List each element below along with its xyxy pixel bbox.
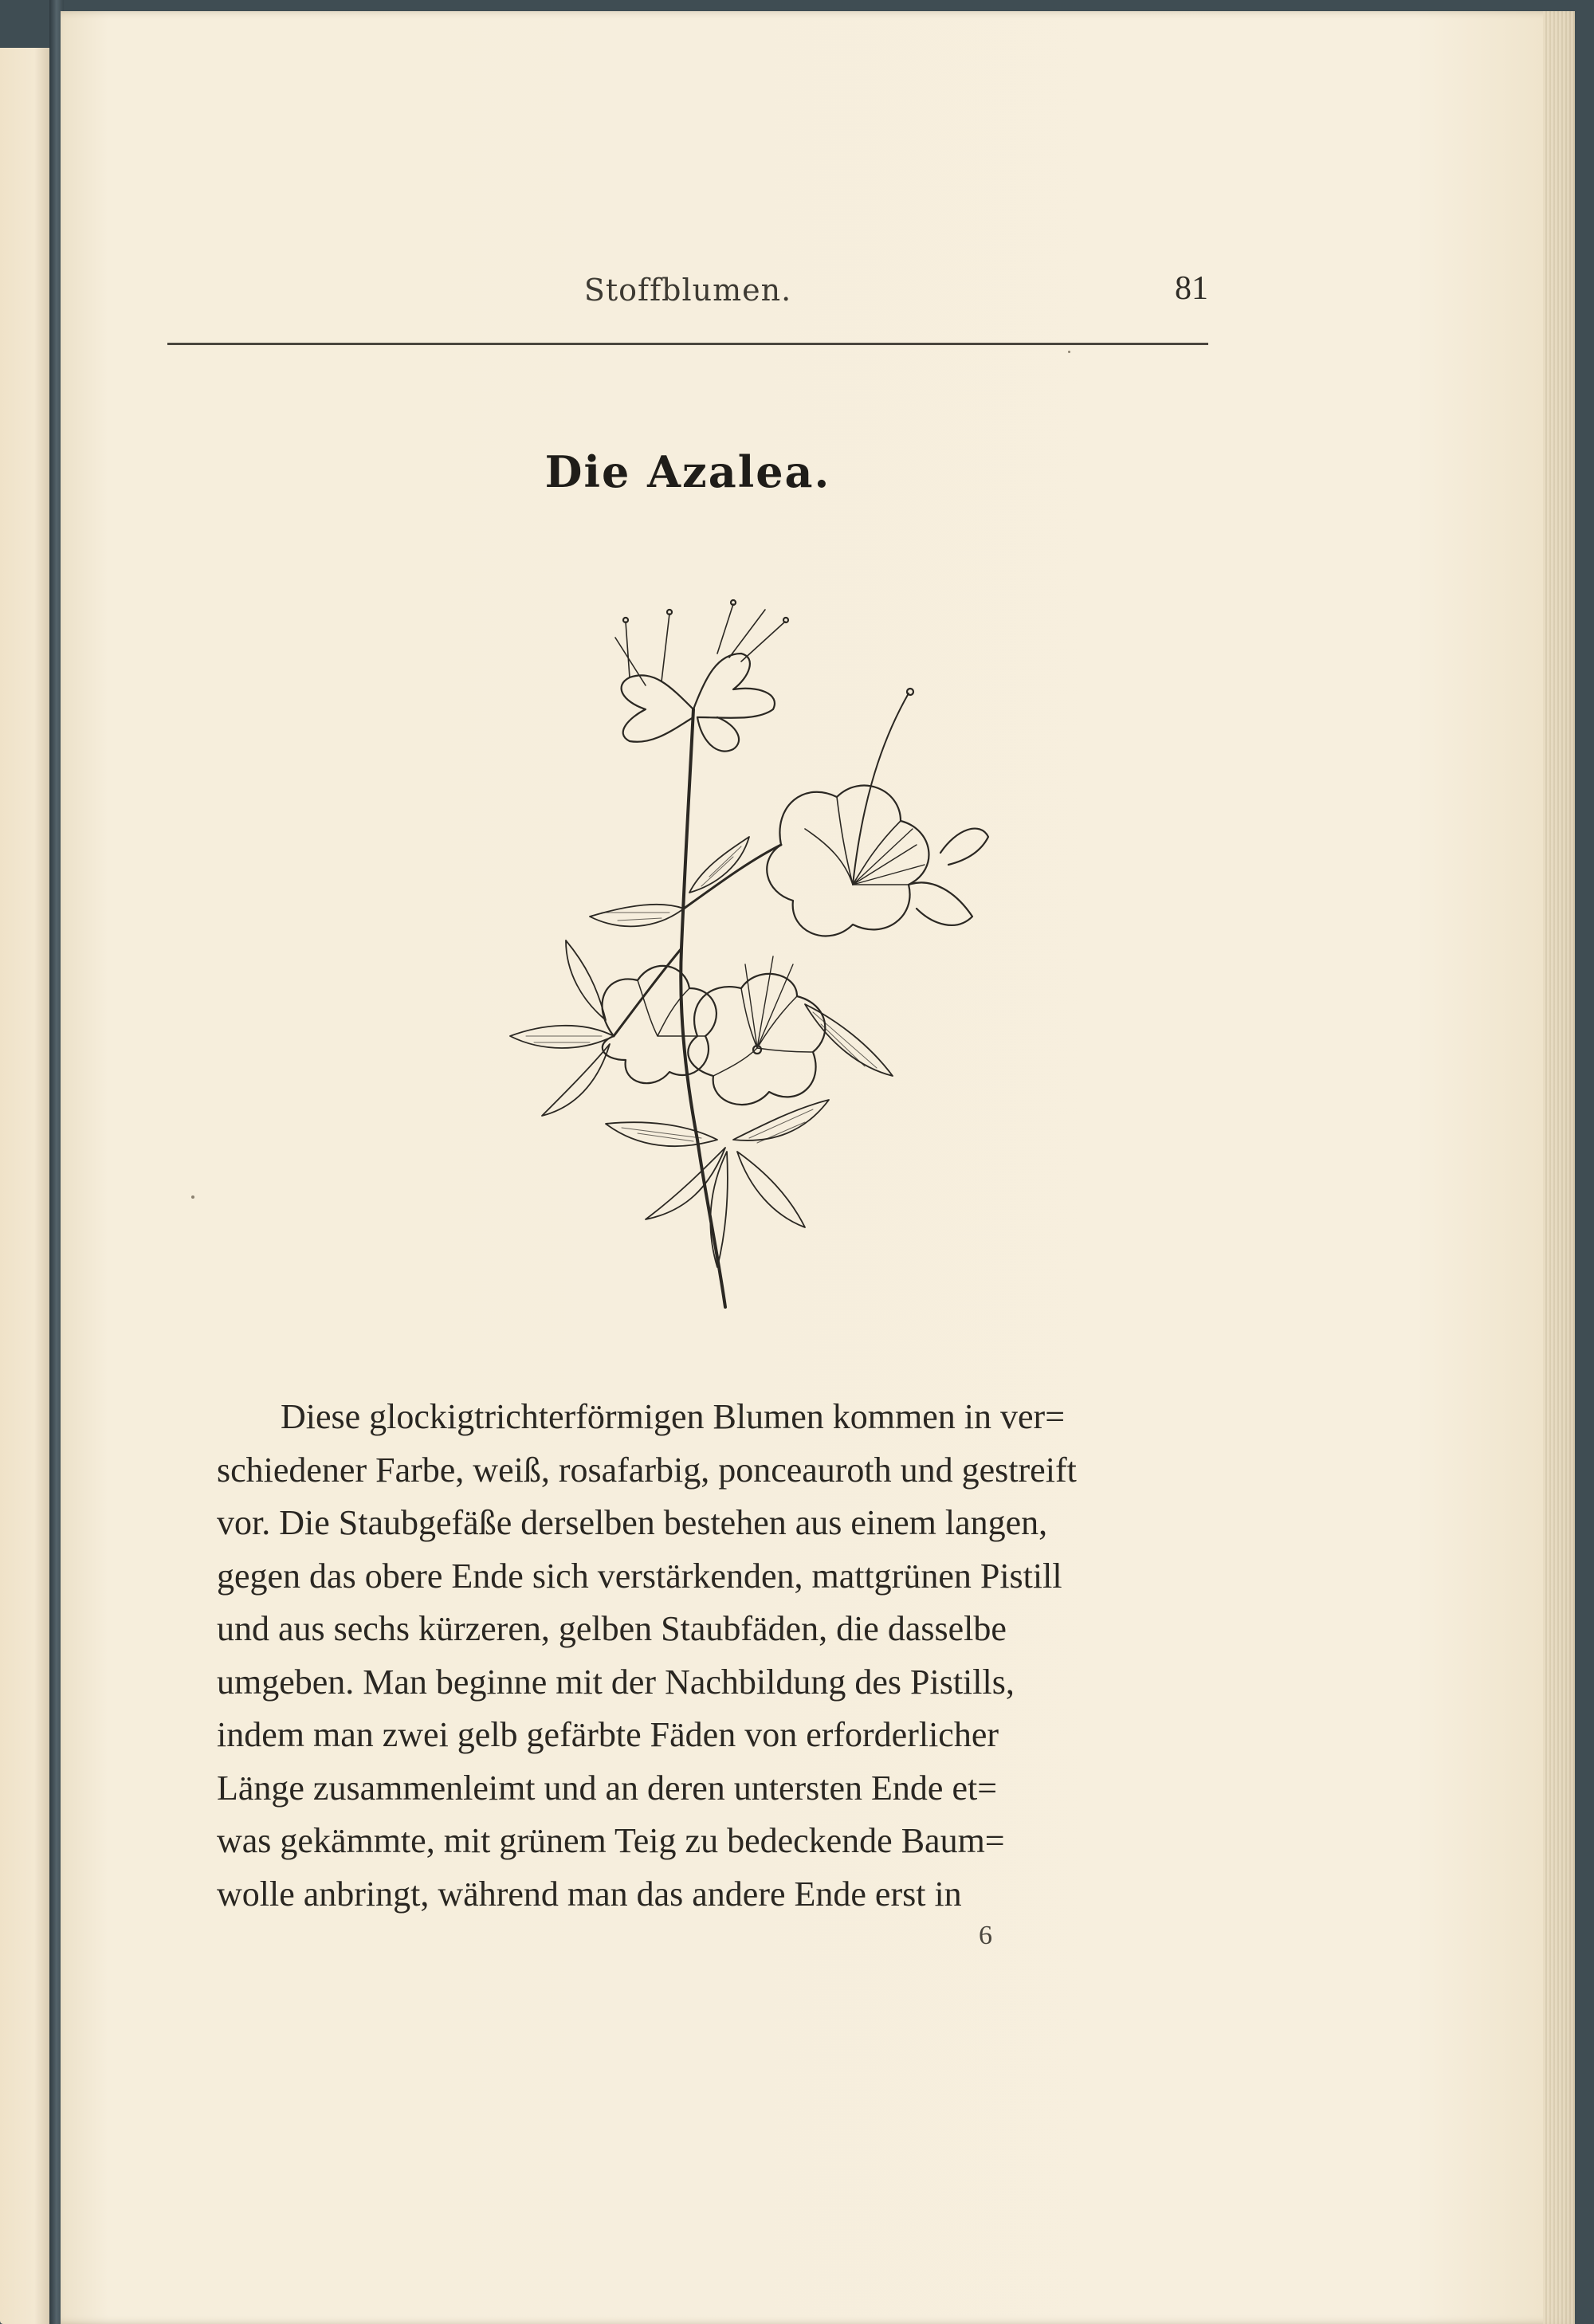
left-flower [603,966,717,1083]
text-line: gegen das obere Ende sich verstärkenden, mattgrünen Pistill [217,1556,1062,1596]
header-rule [167,343,1208,345]
section-heading: Die Azalea. [544,446,831,497]
text-line: wolle anbringt, während man das andere Ende erst in [217,1874,962,1914]
signature-mark: 6 [979,1921,992,1950]
center-flower [688,956,825,1105]
page-fore-edge [1543,11,1575,2324]
text-line: schiedener Farbe, weiß, rosafarbig, ponceauroth und gestreift [217,1450,1077,1490]
top-flower [615,600,788,752]
text-line: indem man zwei gelb gefärbte Fäden von erforderlicher [217,1715,999,1754]
page-number: 81 [1175,270,1208,307]
running-title: Stoffblumen. [583,273,792,308]
text-line: umgeben. Man beginne mit der Nachbildung des Pistills, [217,1662,1015,1702]
text-line: und aus sechs kürzeren, gelben Staubfäden, die dasselbe [217,1609,1007,1648]
paper-speck [191,1195,194,1199]
text-line: vor. Die Staubgefäße derselben bestehen aus einem langen, [217,1503,1048,1542]
paper-speck [1068,351,1070,353]
text-line: Diese glockigtrichterförmigen Blumen kommen in ver= [281,1397,1066,1436]
text-line: was gekämmte, mit grünem Teig zu bedeckende Baum= [217,1821,1005,1860]
leaves [510,837,893,1267]
text-line: Länge zusammenleimt und an deren untersten Ende et= [217,1768,998,1808]
azalea-illustration [430,590,1004,1323]
right-flower [767,689,988,936]
running-header [167,266,1208,314]
body-paragraph [217,1391,1205,1921]
facing-page-edge [0,48,49,2324]
